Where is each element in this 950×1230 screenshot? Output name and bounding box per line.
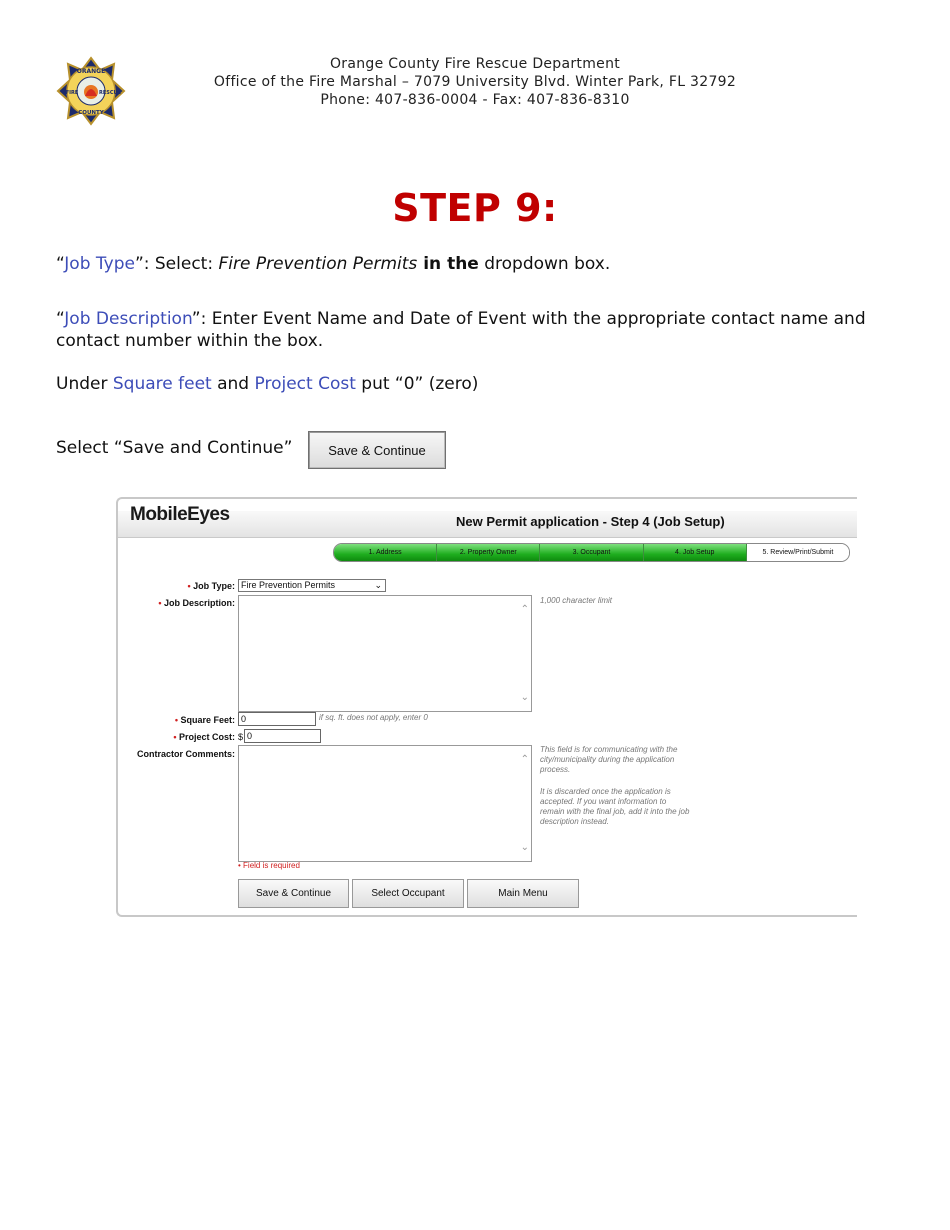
step-address[interactable]: 1. Address xyxy=(334,544,437,561)
mobileeyes-logo xyxy=(130,504,230,526)
currency-symbol: $ xyxy=(238,732,244,742)
step-property-owner[interactable]: 2. Property Owner xyxy=(437,544,540,561)
required-field-note: • Field is required xyxy=(238,861,300,870)
required-mark: • xyxy=(158,598,162,608)
label-text: Job Type: xyxy=(193,581,235,591)
label-text: Square Feet: xyxy=(180,715,235,725)
text: and xyxy=(211,374,255,394)
comments-hint-2: It is discarded once the application is accepted. If you want information to remain with the final job, add it into the job description instead. xyxy=(540,787,690,826)
term-square-feet: Square feet xyxy=(112,374,212,394)
label-square-feet xyxy=(175,715,235,725)
logo-text: MobileEyes xyxy=(130,504,230,525)
comments-hint-1: This field is for communicating with the city/municipality during the application process. xyxy=(540,745,678,774)
label-project-cost xyxy=(173,732,235,742)
main-menu-button[interactable]: Main Menu xyxy=(467,879,579,908)
quote-open: “ xyxy=(56,309,65,329)
instruction-save: Select “Save and Continue” xyxy=(56,438,293,458)
label-job-type xyxy=(187,581,235,591)
text: Under xyxy=(56,374,113,394)
instruction-square-feet xyxy=(56,373,478,395)
quote-open: “ xyxy=(56,254,65,274)
save-continue-button[interactable]: Save & Continue xyxy=(238,879,349,908)
label-contractor-comments: Contractor Comments: xyxy=(136,749,235,759)
chevron-down-icon: ⌄ xyxy=(374,580,382,590)
scroll-down-icon[interactable]: ⌄ xyxy=(520,692,529,703)
scroll-up-icon[interactable]: ⌃ xyxy=(520,604,529,615)
logo-text-left: FIRE xyxy=(65,90,79,96)
step-title: STEP 9: xyxy=(392,186,558,230)
value-fire-prevention: Fire Prevention Permits xyxy=(218,254,418,274)
step-occupant[interactable]: 3. Occupant xyxy=(540,544,643,561)
step-review-print-submit[interactable]: 5. Review/Print/Submit xyxy=(747,544,849,561)
job-description-textarea[interactable] xyxy=(238,595,532,712)
text: ”: Enter Event Name and Date of Event with the appropriate contact name and contact number within the box. xyxy=(56,309,866,351)
header-line-1: Orange County Fire Rescue Department xyxy=(329,56,621,72)
select-occupant-button[interactable]: Select Occupant xyxy=(352,879,464,908)
instruction-job-type xyxy=(56,253,610,275)
text: ”: Select: xyxy=(134,254,219,274)
save-continue-button[interactable]: Save & Continue xyxy=(308,431,446,469)
text: put “0” (zero) xyxy=(355,374,479,394)
required-mark: • xyxy=(174,715,178,725)
scroll-up-icon[interactable]: ⌃ xyxy=(520,754,529,765)
term-job-type: Job Type xyxy=(64,254,135,274)
page-title: New Permit application - Step 4 (Job Setup) xyxy=(456,514,725,529)
step-job-setup[interactable]: 4. Job Setup xyxy=(644,544,747,561)
description-hint: 1,000 character limit xyxy=(540,596,613,605)
logo-text-bottom: COUNTY xyxy=(78,110,104,116)
text: dropdown box. xyxy=(478,254,611,274)
term-project-cost: Project Cost xyxy=(254,374,356,394)
header-line-3: Phone: 407-836-0004 - Fax: 407-836-8310 xyxy=(320,92,630,108)
instruction-job-description xyxy=(56,308,866,352)
progress-steps xyxy=(333,543,850,562)
scroll-down-icon[interactable]: ⌄ xyxy=(520,842,529,853)
job-type-select[interactable] xyxy=(238,579,386,592)
project-cost-input[interactable]: 0 xyxy=(244,729,321,743)
square-feet-hint: if sq. ft. does not apply, enter 0 xyxy=(319,713,428,722)
header-line-2: Office of the Fire Marshal – 7079 University Blvd. Winter Park, FL 32792 xyxy=(213,74,737,90)
label-text: Job Description: xyxy=(163,598,235,608)
job-type-value: Fire Prevention Permits xyxy=(241,580,336,590)
text-bold: in the xyxy=(417,254,479,274)
logo-text-right: RESCUE xyxy=(98,90,122,96)
contractor-comments-textarea[interactable] xyxy=(238,745,532,862)
label-text: Project Cost: xyxy=(178,732,235,742)
app-screenshot xyxy=(116,497,857,917)
label-job-description xyxy=(158,598,235,608)
logo-text-top: ORANGE xyxy=(76,68,106,75)
term-job-description: Job Description xyxy=(64,309,192,329)
required-mark: • xyxy=(173,732,177,742)
square-feet-input[interactable]: 0 xyxy=(238,712,316,726)
required-mark: • xyxy=(187,581,191,591)
